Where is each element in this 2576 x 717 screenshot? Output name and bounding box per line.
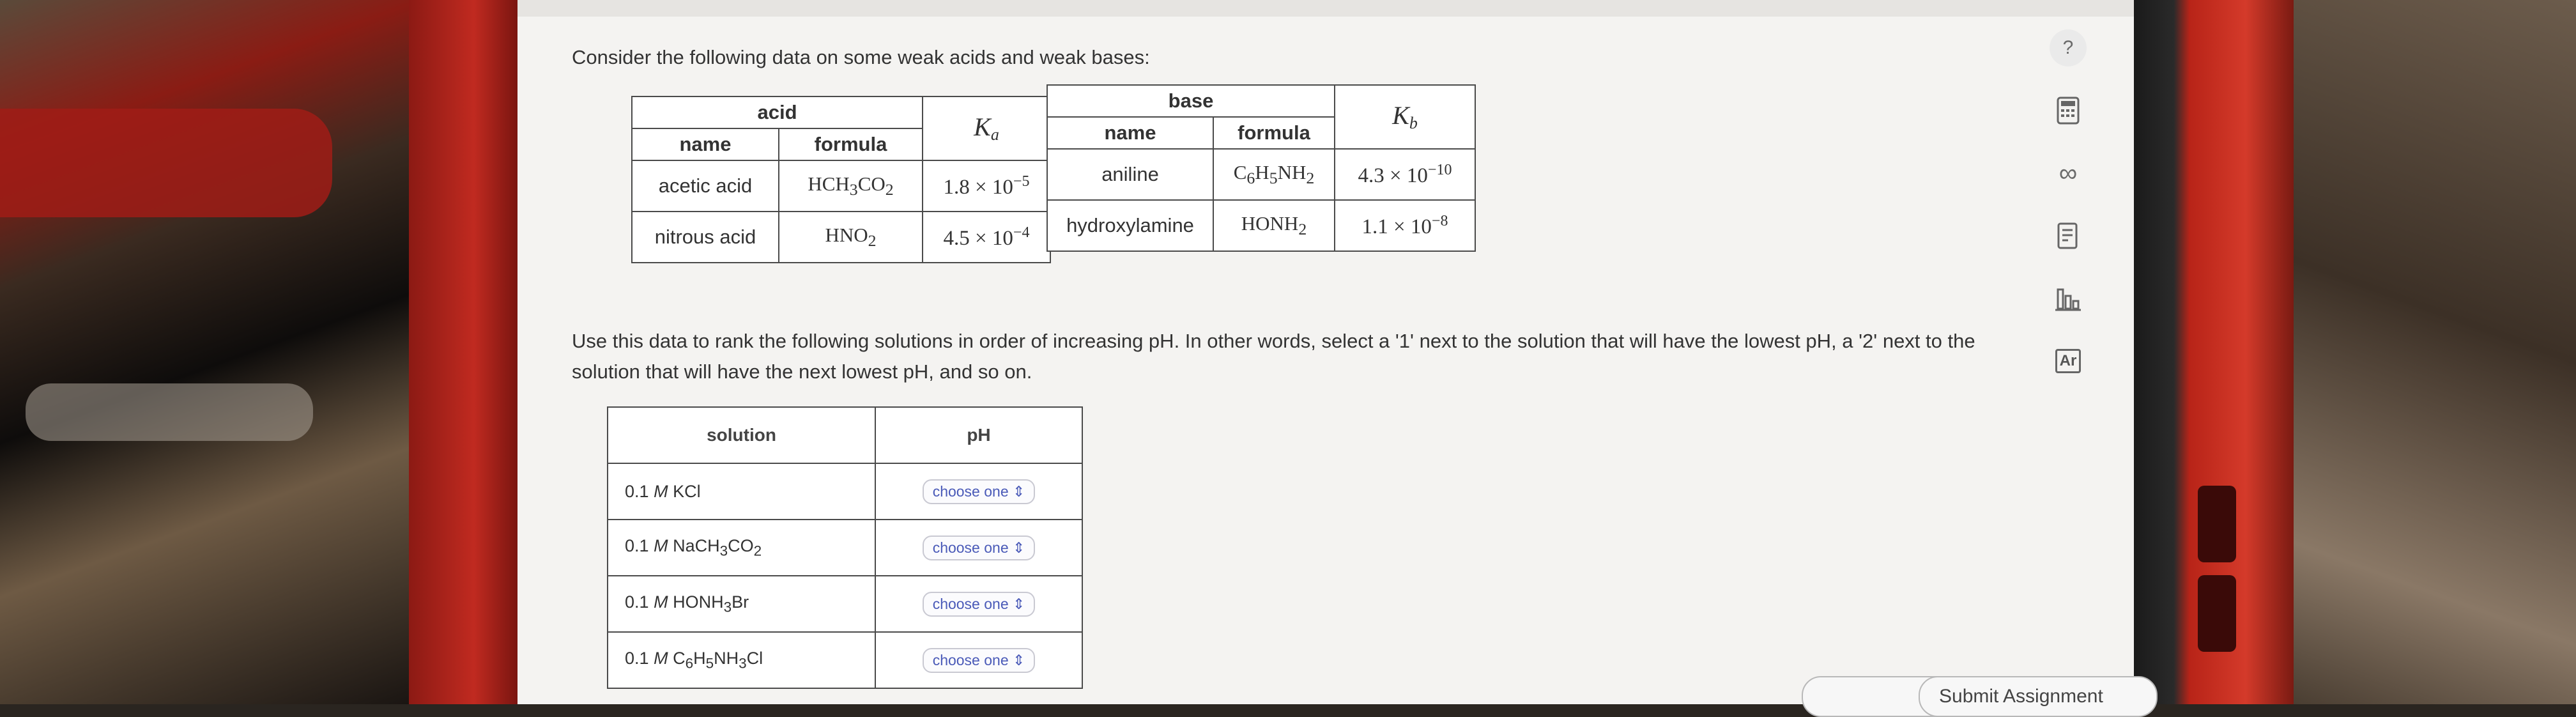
acid-name: acetic acid [632,160,779,212]
ph-rank-select[interactable]: choose one ⇕ [923,592,1036,617]
table-row [632,212,1050,263]
kb-header: $K_b$ [1335,85,1475,149]
background-decor [26,383,313,441]
acid-formula: $HCH_3CO_2$ [779,160,923,212]
base-formula-header: formula [1213,117,1335,149]
solution-name: 0.1 M KCl [608,463,875,520]
acid-group-header: acid [632,96,923,128]
acid-name: nitrous acid [632,212,779,263]
solution-name: 0.1 M $HONH_3Br$ [608,576,875,632]
data-button[interactable] [2050,280,2087,317]
periodic-table-button[interactable] [2050,343,2087,380]
tablet-case-right [2134,0,2294,704]
ph-rank-select[interactable]: choose one ⇕ [923,536,1036,560]
acid-table [631,96,1051,263]
screen [518,0,2134,707]
case-cutout [2198,575,2236,652]
side-toolbar [2050,29,2094,405]
question-prompt: Consider the following data on some weak acids and weak bases: [572,46,1150,68]
ka-header: $K_a$ [923,96,1050,160]
ph-rank-select[interactable]: choose one ⇕ [923,479,1036,504]
acid-ka: $4.5 \times 10^{-4}$ [923,212,1050,263]
table-row [608,520,1082,576]
base-kb: $1.1 \times 10^{-8}$ [1335,200,1475,251]
ph-rank-select[interactable]: choose one ⇕ [923,648,1036,673]
tablet-case-left [409,0,518,704]
acid-name-header: name [632,128,779,160]
table-row [608,632,1082,688]
ph-cell [875,463,1082,520]
periodic-table-icon: Ar [2055,349,2082,373]
acid-formula-header: formula [779,128,923,160]
base-name: aniline [1047,149,1213,200]
table-row [632,160,1050,212]
solution-name: 0.1 M $NaCH_3CO_2$ [608,520,875,576]
solution-name: 0.1 M $C_6H_5NH_3Cl$ [608,632,875,688]
table-row [1047,200,1475,251]
background-decor [0,109,332,217]
solution-table [607,406,1083,689]
infinity-icon: ∞ [2058,158,2078,187]
submit-assignment-button[interactable] [1919,676,2158,717]
ph-cell [875,576,1082,632]
chevron-updown-icon: ⇕ [1013,651,1025,668]
ph-cell [875,520,1082,576]
acid-ka: $1.8 \times 10^{-5}$ [923,160,1050,212]
instructions: Use this data to rank the following solutions in order of increasing pH. In other words, select a '1' next to the solution that will have the lowest pH, a '2' next to the solution that will have the next lowest pH, and so on. [572,330,1975,383]
background-left [0,0,409,704]
ph-header: pH [875,407,1082,463]
acid-formula: $HNO_2$ [779,212,923,263]
calculator-icon [2055,96,2081,125]
base-formula: $C_6H_5NH_2$ [1213,149,1335,200]
calculator-button[interactable] [2050,92,2087,129]
reference-button[interactable] [2050,217,2087,254]
solution-header: solution [608,407,875,463]
table-row [1047,149,1475,200]
case-cutout [2198,486,2236,562]
base-group-header: base [1047,85,1335,117]
chevron-updown-icon: ⇕ [1013,482,1025,500]
top-bar [518,0,2134,17]
submit-assignment-label: Submit Assignment [1939,686,2103,707]
help-icon: ? [2062,37,2074,58]
infinity-button[interactable] [2050,155,2087,192]
base-name: hydroxylamine [1047,200,1213,251]
background-right [2294,0,2576,704]
chevron-updown-icon: ⇕ [1013,595,1025,612]
clipboard-icon [2055,222,2081,250]
help-button[interactable] [2050,29,2087,66]
ph-cell [875,632,1082,688]
table-row [608,576,1082,632]
base-name-header: name [1047,117,1213,149]
base-table [1046,84,1476,252]
base-kb: $4.3 \times 10^{-10}$ [1335,149,1475,200]
table-row [608,463,1082,520]
base-formula: $HONH_2$ [1213,200,1335,251]
bar-chart-icon [2054,284,2082,312]
chevron-updown-icon: ⇕ [1013,539,1025,556]
